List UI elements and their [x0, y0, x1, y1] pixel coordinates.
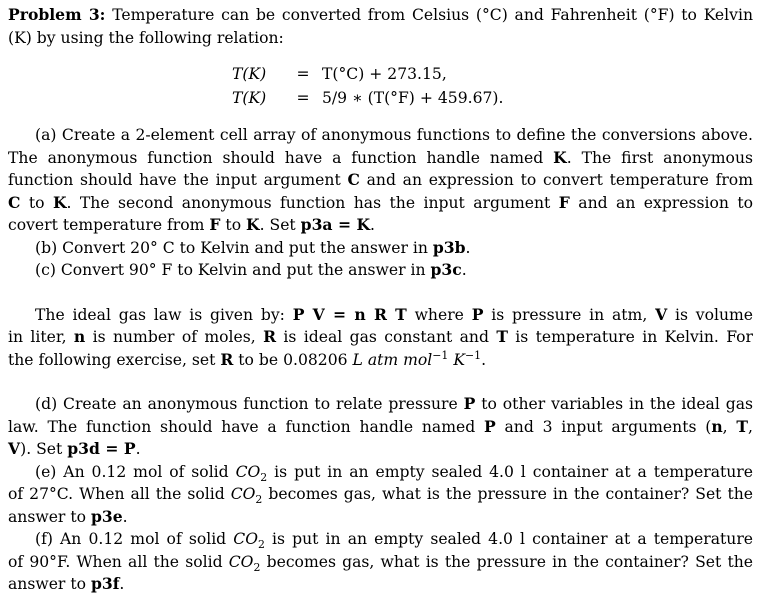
part-a-line-2: The anonymous function should have a function handle named K. The first anonymous	[8, 147, 753, 167]
part-a-line-1: (a) Create a 2-element cell array of anonymous functions to define the conversions above.	[35, 126, 753, 144]
part-d-line-1: (d) Create an anonymous function to relate pressure P to other variables in the ideal gas	[35, 394, 754, 413]
part-a-line-4: C to K. The second anonymous function has the input argument F and an expression to	[8, 192, 753, 212]
part-e-line-2: of 27°C. When all the solid $CO_2$ becomes gas, what is the pressure in the container? Set the	[8, 485, 753, 507]
gas-law-line-3: the following exercise, set R to be 0.08206 L atm mol$^{-1}$ $K^{-1}$.	[8, 348, 487, 369]
part-a-line-3: function should have the input argument C and an expression to convert temperature from	[8, 170, 753, 189]
problem-heading: Problem 3:	[8, 5, 106, 24]
part-d-line-2: law. The function should have a function handle named P and 3 input arguments (n, T,	[8, 416, 753, 436]
part-b: (b) Convert 20° C to Kelvin and put the answer in p3b.	[35, 237, 471, 257]
part-d-line-3: V). Set p3d = P.	[8, 439, 141, 458]
problem-intro-line-1: Problem 3: Temperature can be converted from Celsius (°C) and Fahrenheit (°F) to Kelvin	[8, 5, 753, 24]
part-c: (c) Convert 90° F to Kelvin and put the answer in p3c.	[35, 260, 467, 279]
part-e-line-1: (e) An 0.12 mol of solid $CO_2$ is put in an empty sealed 4.0 l container at a temperature	[35, 462, 753, 484]
gas-law-line-1: The ideal gas law is given by: P V = n R T where P is pressure in atm, V is volume	[35, 304, 754, 324]
part-f-line-2: of 90°F. When all the solid $CO_2$ becomes gas, what is the pressure in the container? Set the	[8, 552, 753, 574]
problem-intro-line-2: (K) by using the following relation:	[8, 28, 284, 47]
conversion-equations	[232, 62, 753, 110]
part-f-line-3: answer to p3f.	[8, 574, 125, 593]
part-a-line-5: covert temperature from F to K. Set p3a = K.	[8, 215, 375, 234]
equation-celsius: T(K) = T(°C) + 273.15,	[232, 65, 447, 83]
equation-fahrenheit: T(K) = 5/9 ∗ (T(°F) + 459.67).	[232, 89, 504, 107]
part-e-line-3: answer to p3e.	[8, 506, 128, 526]
gas-law-line-2: in liter, n is number of moles, R is ideal gas constant and T is temperature in Kelvin. For	[8, 327, 754, 346]
part-f-line-1: (f) An 0.12 mol of solid $CO_2$ is put in an empty sealed 4.0 l container at a temperature	[35, 530, 753, 552]
